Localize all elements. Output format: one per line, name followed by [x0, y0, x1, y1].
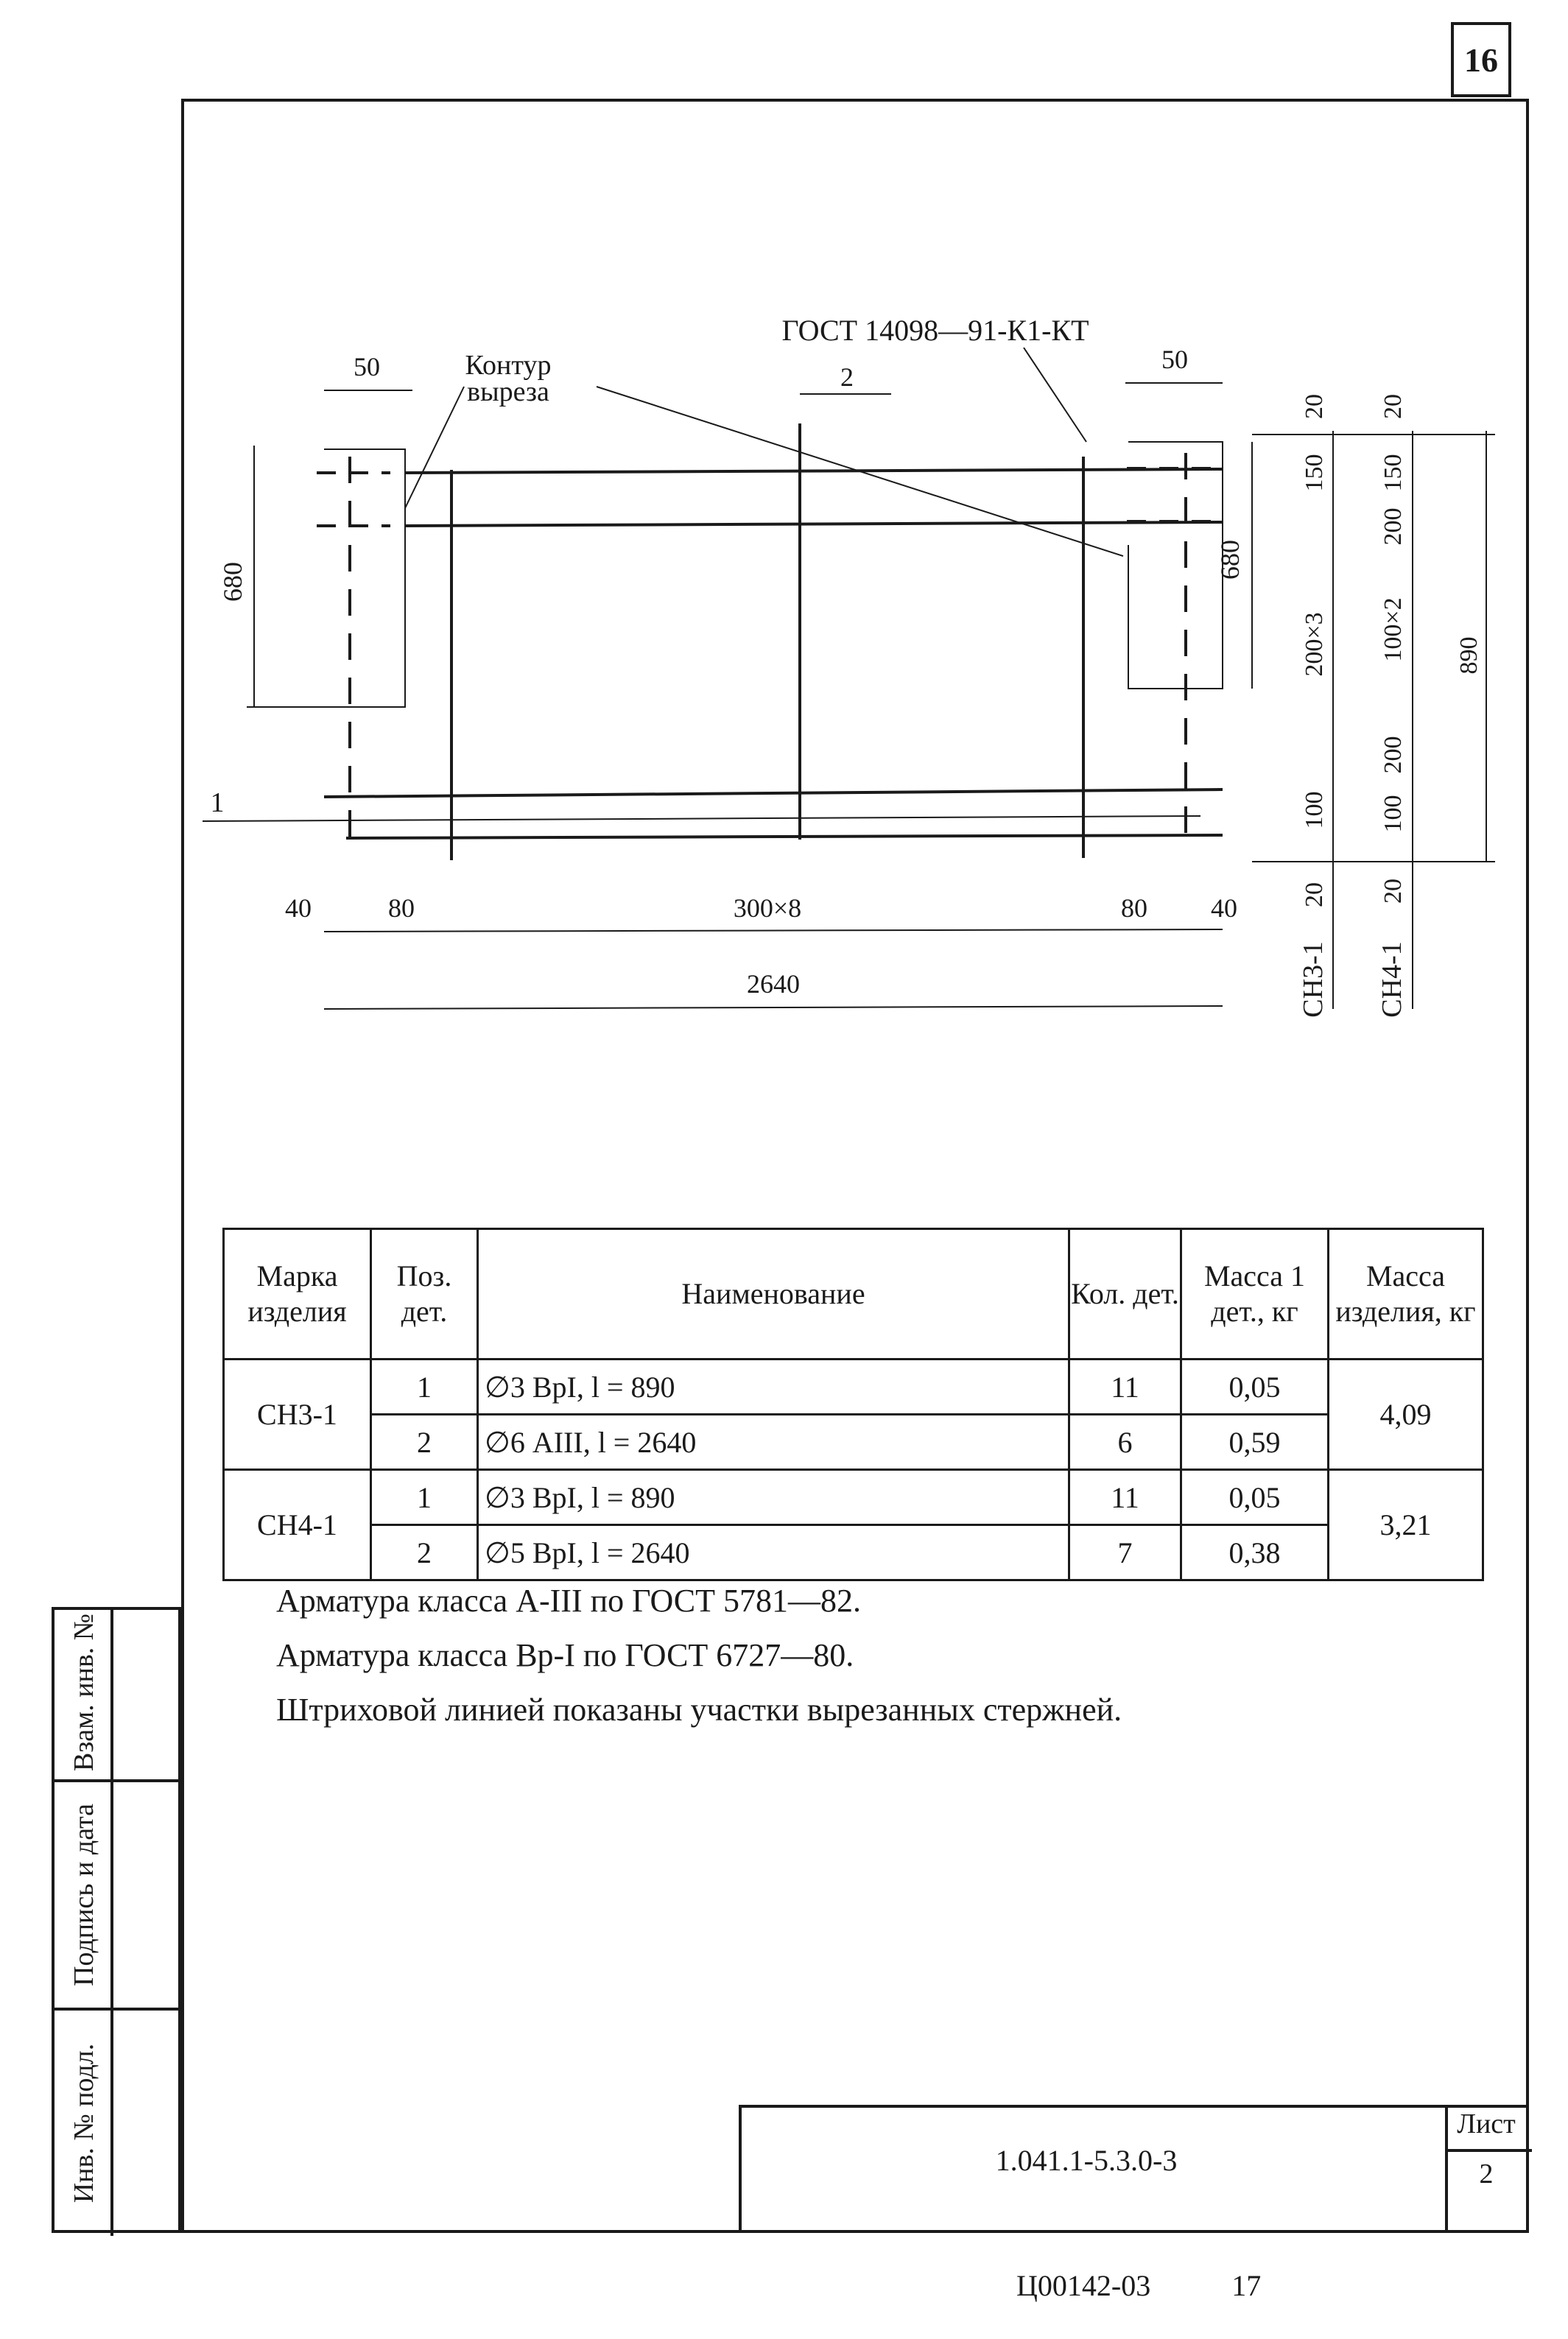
- cell-mass: 0,05: [1181, 1470, 1329, 1525]
- cell-pos: 2: [371, 1525, 478, 1580]
- longitudinal-bar-bottom: [346, 835, 1223, 838]
- cell-qty: 7: [1069, 1525, 1181, 1580]
- table-row: [224, 1415, 1483, 1470]
- dim-680-left: 680: [218, 562, 247, 602]
- cell-mass-total: 3,21: [1329, 1470, 1483, 1580]
- sn3-dim-100: 100: [1301, 791, 1328, 829]
- side-title-block: [52, 1607, 181, 2233]
- sn3-dim-150: 150: [1301, 454, 1328, 492]
- table-header-row: [224, 1229, 1483, 1360]
- header-mass-total: Масса изделия, кг: [1329, 1229, 1483, 1360]
- cell-pos: 1: [371, 1470, 478, 1525]
- header-mass1: Масса 1 дет., кг: [1181, 1229, 1329, 1360]
- mesh-drawing: [199, 309, 1510, 1061]
- position-1-leader: [203, 816, 1200, 821]
- cell-qty: 6: [1069, 1415, 1181, 1470]
- page-number: 16: [1451, 22, 1511, 97]
- dim-2640: 2640: [747, 969, 800, 999]
- cell-name: ∅3 ВрI, l = 890: [478, 1360, 1069, 1415]
- cell-qty: 11: [1069, 1360, 1181, 1415]
- header-mark: Марка изделия: [224, 1229, 371, 1360]
- note-dashed-lines: Штриховой линией показаны участки вырезанных стержней.: [276, 1692, 1122, 1728]
- cell-qty: 11: [1069, 1470, 1181, 1525]
- sn4-dim-200-top: 200: [1379, 507, 1407, 546]
- dim-80-right: 80: [1121, 893, 1147, 923]
- cell-mark: СН4-1: [224, 1470, 371, 1580]
- sheet-number: 2: [1479, 2159, 1494, 2189]
- sn3-dim-20-bottom: 20: [1301, 882, 1328, 907]
- cell-name: ∅5 ВрI, l = 2640: [478, 1525, 1069, 1580]
- header-pos: Поз. дет.: [371, 1229, 478, 1360]
- footer-code: Ц00142-03: [1016, 2269, 1151, 2302]
- header-qty: Кол. дет.: [1069, 1229, 1181, 1360]
- cut-contour-right: [1128, 442, 1223, 689]
- sn4-dim-100x2: 100×2: [1379, 597, 1407, 662]
- dim-80-left: 80: [388, 893, 415, 923]
- dim-680-right: 680: [1215, 540, 1245, 580]
- contour-leader-left: [405, 387, 464, 508]
- gost-leader: [1024, 348, 1086, 442]
- dim-40-right: 40: [1211, 893, 1237, 923]
- side-label-inventory-number: Инв. № подл.: [68, 2043, 99, 2203]
- contour-callout-line2: выреза: [467, 376, 549, 407]
- dim-line-segments: [324, 929, 1223, 932]
- mark-sn4-1: СН4-1: [1377, 941, 1407, 1018]
- sn4-dim-20-bottom: 20: [1379, 879, 1407, 904]
- sn4-dim-150: 150: [1379, 454, 1407, 492]
- document-code: 1.041.1-5.3.0-3: [995, 2144, 1178, 2177]
- longitudinal-bar-top: [405, 469, 1223, 473]
- cell-mass: 0,05: [1181, 1360, 1329, 1415]
- table-row: [224, 1525, 1483, 1580]
- sn4-dim-100: 100: [1379, 795, 1407, 833]
- sheet-label: Лист: [1457, 2108, 1516, 2139]
- table-row: [224, 1470, 1483, 1525]
- sn4-dim-200-bottom: 200: [1379, 736, 1407, 774]
- side-label-signature-date: Подпись и дата: [68, 1803, 99, 1987]
- position-2-label: 2: [840, 362, 854, 392]
- mesh-drawing-svg: [199, 309, 1510, 1061]
- cell-pos: 2: [371, 1415, 478, 1470]
- cell-name: ∅6 АIII, l = 2640: [478, 1415, 1069, 1470]
- note-steel-bp1: Арматура класса Вр-I по ГОСТ 6727—80.: [276, 1637, 854, 1673]
- dim-40-left: 40: [285, 893, 312, 923]
- specification-table: [222, 1228, 1484, 1581]
- cell-mass: 0,38: [1181, 1525, 1329, 1580]
- dim-50-right: 50: [1161, 345, 1188, 374]
- cell-mark: СН3-1: [224, 1360, 371, 1470]
- sn3-dim-200x3: 200×3: [1301, 612, 1328, 677]
- sn4-dim-20-top: 20: [1379, 394, 1407, 419]
- note-steel-a3: Арматура класса А-III по ГОСТ 5781—82.: [276, 1583, 862, 1619]
- page-footer: [1016, 2268, 1261, 2303]
- cell-name: ∅3 ВрI, l = 890: [478, 1470, 1069, 1525]
- footer-page: 17: [1231, 2269, 1262, 2302]
- dim-50-left: 50: [354, 352, 380, 381]
- dim-890: 890: [1455, 636, 1483, 675]
- header-name: Наименование: [478, 1229, 1069, 1360]
- dim-line-total: [324, 1006, 1223, 1009]
- longitudinal-bar-third: [324, 789, 1223, 797]
- sn3-dim-20-top: 20: [1301, 394, 1328, 419]
- mark-sn3-1: СН3-1: [1298, 941, 1329, 1018]
- cut-contour-left: [247, 449, 405, 707]
- position-1-label: 1: [210, 787, 225, 818]
- table-row: [224, 1360, 1483, 1415]
- longitudinal-bar-second: [405, 522, 1223, 526]
- cell-mass-total: 4,09: [1329, 1360, 1483, 1470]
- cell-pos: 1: [371, 1360, 478, 1415]
- contour-callout-line1: Контур: [465, 350, 552, 381]
- dim-300x8: 300×8: [733, 893, 802, 923]
- side-label-replacement: Взам. инв. №: [68, 1613, 99, 1772]
- cell-mass: 0,59: [1181, 1415, 1329, 1470]
- gost-callout: ГОСТ 14098—91-К1-КТ: [781, 314, 1089, 347]
